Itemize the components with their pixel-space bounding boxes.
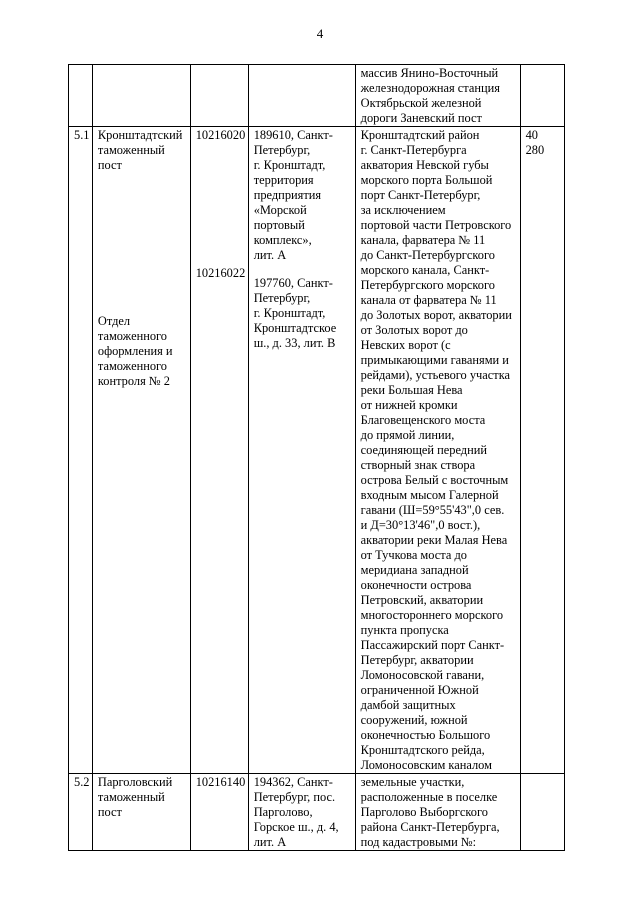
area-line: до Золотых ворот, акватории — [360, 308, 512, 322]
area-line: до Санкт-Петербургского — [360, 248, 495, 262]
office-name-line: таможенного — [97, 359, 167, 373]
address-line: г. Кронштадт, — [253, 306, 326, 320]
address-cell — [248, 774, 355, 851]
area-line: Пассажирский порт Санкт- — [360, 638, 505, 652]
area-line: острова Белый с восточным — [360, 473, 509, 487]
area-line: Октябрьской железной — [360, 96, 482, 110]
office-name-line: пост — [97, 158, 122, 172]
area-line: Кронштадтский район — [360, 128, 480, 142]
address-line: портовый — [253, 218, 305, 232]
area-line: железнодорожная станция — [360, 81, 500, 95]
address-line: предприятия — [253, 188, 322, 202]
address-line: лит. А — [253, 835, 287, 849]
row-number: 5.2 — [69, 774, 93, 851]
area-line: Кронштадтского рейда, — [360, 743, 485, 757]
code-cell — [190, 65, 248, 127]
office-name-line: пост — [97, 805, 122, 819]
area-line: Петербургского морского — [360, 278, 495, 292]
area-line: канала, фарватера № 11 — [360, 233, 486, 247]
area-line: Ломоносовской гавани, — [360, 668, 485, 682]
area-line: массив Янино-Восточный — [360, 66, 499, 80]
area-line: Благовещенского моста — [360, 413, 486, 427]
customs-office-cell — [92, 127, 190, 774]
area-line: акватория Невской губы — [360, 158, 489, 172]
area-line: Парголово Выборгского — [360, 805, 488, 819]
address-cell — [248, 65, 355, 127]
address-line: Горское ш., д. 4, — [253, 820, 339, 834]
area-line: дороги Заневский пост — [360, 111, 482, 125]
customs-office-cell — [92, 65, 190, 127]
office-name-line: таможенного — [97, 329, 167, 343]
area-line: до прямой линии, — [360, 428, 455, 442]
row-number: 5.1 — [69, 127, 93, 774]
area-line: пункта пропуска — [360, 623, 449, 637]
address-line: Кронштадтское — [253, 321, 337, 335]
area-line: под кадастровыми №: — [360, 835, 477, 849]
address-line: Петербург, — [253, 143, 311, 157]
area-line: створный знак створа — [360, 458, 476, 472]
office-name-line: Отдел — [97, 314, 131, 328]
office-name-line: таможенный — [97, 143, 165, 157]
code-cell — [190, 774, 248, 851]
address-line: Петербург, пос. — [253, 790, 336, 804]
office-name-line: Парголовский — [97, 775, 173, 789]
address-line: г. Кронштадт, — [253, 158, 326, 172]
area-line: Ломоносовским каналом — [360, 758, 492, 772]
area-line: морского канала, Санкт- — [360, 263, 490, 277]
area-line: от Тучкова моста до — [360, 548, 467, 562]
page-number: 4 — [316, 26, 324, 41]
area-line: гавани (Ш=59°55'43",0 сев. — [360, 503, 505, 517]
address-line: лит. А — [253, 248, 287, 262]
area-line: Невских ворот (с — [360, 338, 451, 352]
address-line: комплекс», — [253, 233, 312, 247]
area-line: от Золотых ворот до — [360, 323, 468, 337]
customs-office-cell — [92, 774, 190, 851]
address-line: 197760, Санкт- — [253, 276, 333, 290]
area-line: примыкающими гаванями и — [360, 353, 509, 367]
area-line: земельные участки, — [360, 775, 465, 789]
office-name-line: Кронштадтский — [97, 128, 183, 142]
address-cell — [248, 127, 355, 774]
area-line: морского порта Большой — [360, 173, 493, 187]
table-row — [69, 65, 565, 127]
office-name-line: таможенный — [97, 790, 165, 804]
address-line: 194362, Санкт- — [253, 775, 333, 789]
office-name-line: контроля № 2 — [97, 374, 170, 388]
area-line: входным мысом Галерной — [360, 488, 499, 502]
address-line: 189610, Санкт- — [253, 128, 333, 142]
area-line: Петербург, акватории — [360, 653, 474, 667]
area-line: меридиана западной — [360, 563, 469, 577]
area-line: г. Санкт-Петербурга — [360, 143, 467, 157]
address-line: ш., д. 33, лит. В — [253, 336, 336, 350]
address-line: Петербург, — [253, 291, 311, 305]
area-line: акватории реки Малая Нева — [360, 533, 508, 547]
value-cell — [520, 65, 564, 127]
address-line: «Морской — [253, 203, 307, 217]
area-line: оконечностью Большого — [360, 728, 491, 742]
area-line: портовой части Петровского — [360, 218, 512, 232]
area-cell — [355, 774, 520, 851]
area-line: канала от фарватера № 11 — [360, 293, 497, 307]
table-row — [69, 127, 565, 774]
address-line: Парголово, — [253, 805, 313, 819]
area-line: реки Большая Нева — [360, 383, 463, 397]
office-code: 10216020 — [195, 128, 246, 142]
office-name-line: оформления и — [97, 344, 173, 358]
area-line: рейдами), устьевого участка — [360, 368, 511, 382]
area-line: района Санкт-Петербурга, — [360, 820, 500, 834]
area-cell — [355, 65, 520, 127]
office-code: 10216022 — [195, 266, 246, 280]
value-cell — [520, 774, 564, 851]
address-line: территория — [253, 173, 314, 187]
customs-table — [68, 64, 565, 851]
area-line: дамбой защитных — [360, 698, 456, 712]
area-line: Петровский, акватории — [360, 593, 484, 607]
area-cell — [355, 127, 520, 774]
value-cell — [520, 127, 564, 774]
area-line: сооружений, южной — [360, 713, 468, 727]
value-amount: 40 280 — [525, 128, 545, 157]
area-line: расположенные в поселке — [360, 790, 498, 804]
area-line: за исключением — [360, 203, 446, 217]
row-number — [69, 65, 93, 127]
office-code: 10216140 — [195, 775, 246, 789]
area-line: и Д=30°13'46",0 вост.), — [360, 518, 481, 532]
code-cell — [190, 127, 248, 774]
area-line: от нижней кромки — [360, 398, 458, 412]
area-line: многостороннего морского — [360, 608, 504, 622]
area-line: соединяющей передний — [360, 443, 487, 457]
area-line: порт Санкт-Петербург, — [360, 188, 481, 202]
area-line: оконечности острова — [360, 578, 472, 592]
table-row — [69, 774, 565, 851]
area-line: ограниченной Южной — [360, 683, 479, 697]
